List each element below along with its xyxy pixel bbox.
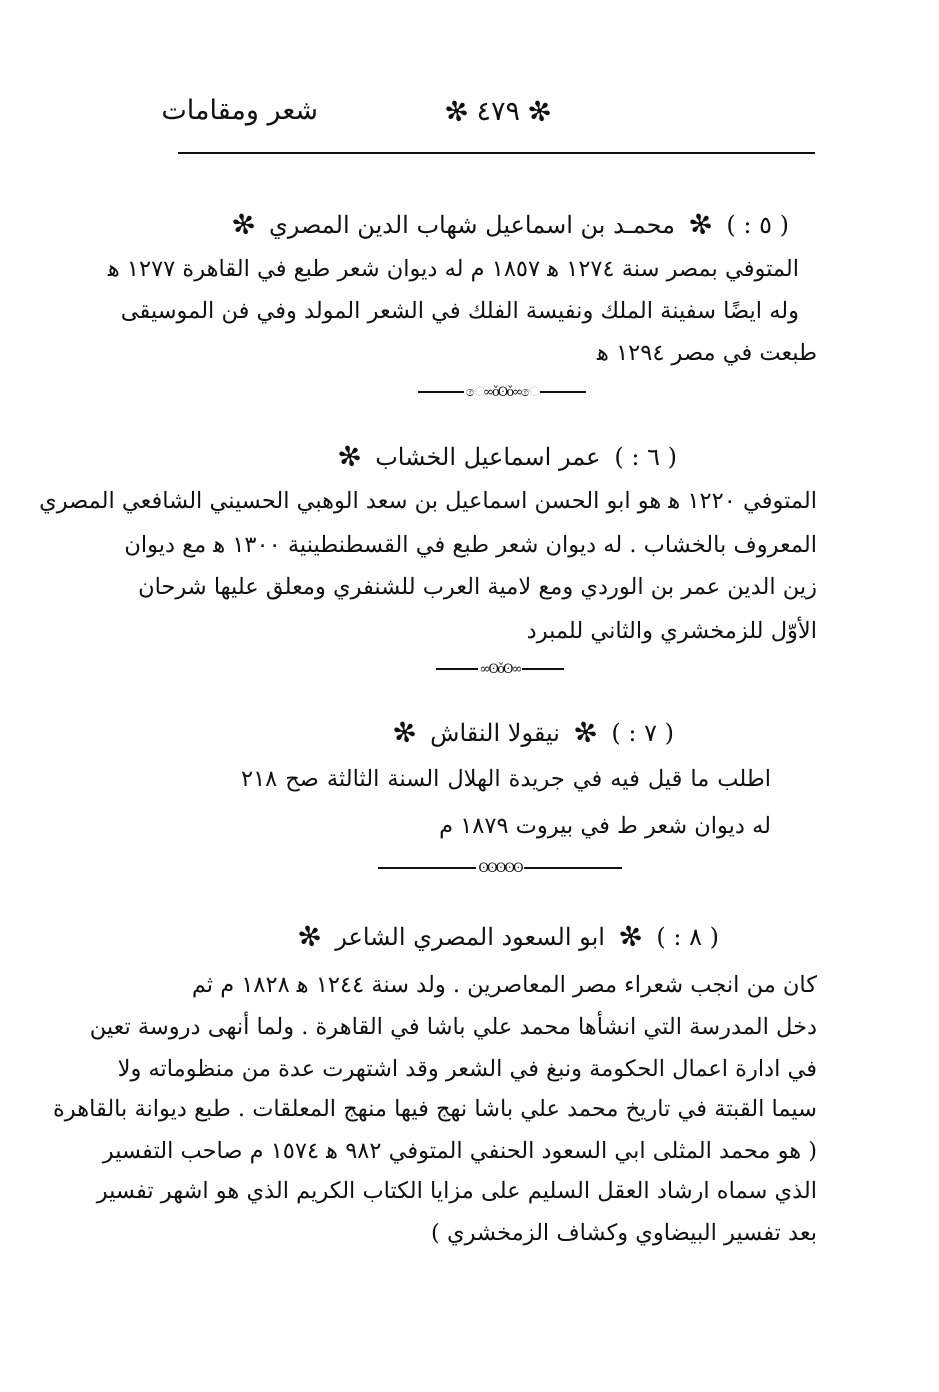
asterisk-ornament-icon: ✻: [333, 437, 366, 476]
entry-heading: [227, 205, 790, 244]
entry-text-line: المعروف بالخشاب . له ديوان شعر طبع في القسطنطينية ١٣٠٠ ﻫ مع ديوان: [124, 532, 817, 558]
asterisk-ornament-icon: ✻: [293, 917, 326, 956]
entry-name: نيقولا النقاش: [430, 718, 560, 747]
entry-text-line: دخل المدرسة التي انشأها محمد علي باشا في القاهرة . ولما أنهى دروسة تعين: [89, 1014, 817, 1040]
entry-number: ( ٨ : ): [656, 922, 719, 951]
entry-heading: [388, 713, 674, 752]
entry-number: ( ٥ : ): [726, 210, 789, 239]
header-rule: [178, 152, 815, 154]
section-divider: [378, 860, 622, 876]
asterisk-ornament-icon: ✻: [441, 92, 473, 131]
page-number: ٤٧٩: [476, 96, 520, 127]
entry-text-line: المتوفي بمصر سنة ١٢٧٤ ﻫ ١٨٥٧ م له ديوان شعر طبع في القاهرة ١٢٧٧ ﻫ: [107, 256, 799, 282]
entry-number: ( ٧ : ): [611, 718, 674, 747]
entry-text-line: سيما القبتة في تاريخ محمد علي باشا نهج فيها منهج المعلقات . طبع ديوانة بالقاهرة: [53, 1096, 817, 1122]
running-header: [161, 92, 815, 145]
entry-number: ( ٦ : ): [614, 442, 677, 471]
entry-name: ابو السعود المصري الشاعر: [335, 922, 605, 951]
entry-text-line: كان من انجب شعراء مصر المعاصرين . ولد سنة ١٢٤٤ ﻫ ١٨٢٨ م ثم: [191, 972, 817, 998]
entry-name: عمر اسماعيل الخشاب: [375, 442, 601, 471]
entry-text-line: وله ايضًا سفينة الملك ونفيسة الفلك في الشعر المولد وفي فن الموسيقى: [120, 298, 799, 324]
entry-text-line: الذي سماه ارشاد العقل السليم على مزايا الكتاب الكريم الذي هو اشهر تفسير: [96, 1178, 817, 1204]
entry-text-line: اطلب ما قيل فيه في جريدة الهلال السنة الثالثة صح ٢١٨: [241, 766, 771, 792]
entry-text-line: ( هو محمد المثلى ابي السعود الحنفي المتوفي ٩٨٢ ﻫ ١٥٧٤ م صاحب التفسير: [102, 1138, 817, 1164]
divider-ornament-icon: ෙ∞ǒʘǒ∞ෙ: [465, 384, 539, 400]
entry-name: محمـد بن اسماعيل شهاب الدين المصري: [268, 210, 675, 239]
asterisk-ornament-icon: ✻: [570, 713, 602, 752]
section-divider: [418, 384, 586, 400]
asterisk-ornament-icon: ✻: [524, 92, 556, 131]
page-title: شعر ومقامات: [161, 95, 318, 126]
entry-text-line: الأوّل للزمخشري والثاني للمبرد: [526, 618, 817, 644]
asterisk-ornament-icon: ✻: [685, 205, 717, 244]
section-divider: [436, 661, 564, 677]
entry-text-line: المتوفي ١٢٢٠ ﻫ هو ابو الحسن اسماعيل بن سعد الوهبي الحسيني الشافعي المصري: [39, 488, 817, 514]
entry-text-line: له ديوان شعر ط في بيروت ١٨٧٩ م: [439, 813, 771, 839]
divider-ornament-icon: ʘʘʘʘʘ: [478, 860, 522, 876]
asterisk-ornament-icon: ✻: [615, 917, 647, 956]
entry-text-line: طبعت في مصر ١٢٩٤ ﻫ: [597, 340, 817, 366]
asterisk-ornament-icon: ✻: [388, 713, 421, 752]
asterisk-ornament-icon: ✻: [227, 205, 259, 244]
entry-text-line: بعد تفسير البيضاوي وكشاف الزمخشري ): [431, 1220, 817, 1246]
page-number-group: [441, 92, 556, 131]
entry-heading: [333, 437, 677, 476]
divider-ornament-icon: ∞ʘǒʘ∞: [479, 661, 521, 677]
entry-text-line: زين الدين عمر بن الوردي ومع لامية العرب للشنفري ومعلق عليها شرحان: [138, 574, 817, 600]
entry-heading: [293, 917, 719, 956]
entry-text-line: في ادارة اعمال الحكومة ونبغ في الشعر وقد اشتهرت عدة من منظوماته ولا: [117, 1056, 817, 1082]
